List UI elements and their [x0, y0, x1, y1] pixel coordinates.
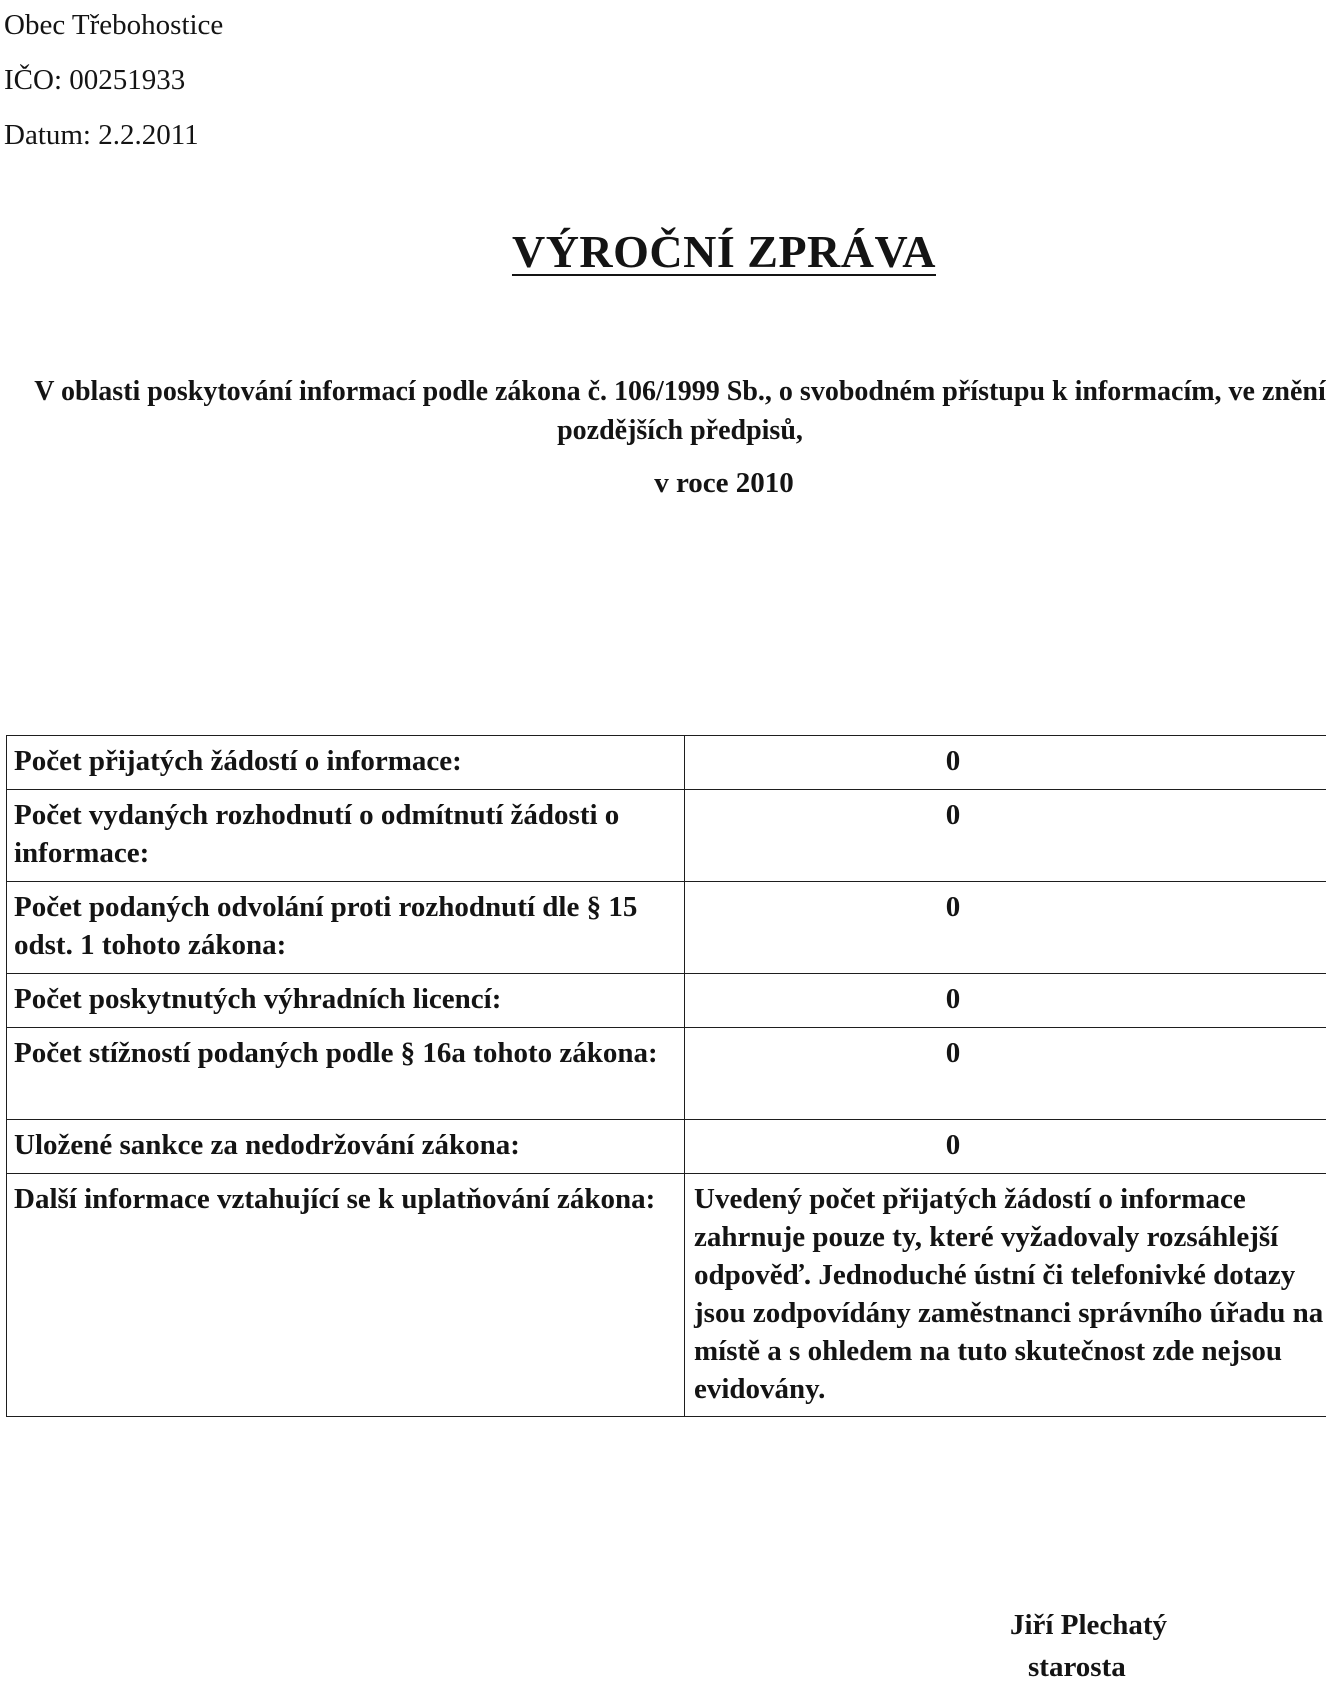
row-label: Počet vydaných rozhodnutí o odmítnutí žádosti o informace: — [7, 790, 685, 882]
report-year: v roce 2010 — [0, 466, 1326, 500]
row-value: 0 — [685, 790, 1326, 882]
municipality-name: Obec Třebohostice — [4, 8, 223, 42]
table-row — [7, 1174, 1326, 1417]
table-row — [7, 1028, 1326, 1120]
document-title: VÝROČNÍ ZPRÁVA — [512, 226, 936, 277]
row-label: Počet podaných odvolání proti rozhodnutí dle § 15 odst. 1 tohoto zákona: — [7, 882, 685, 974]
row-value: 0 — [685, 736, 1326, 790]
row-value: 0 — [685, 1120, 1326, 1174]
row-label: Počet poskytnutých výhradních licencí: — [7, 974, 685, 1028]
ico-line: IČO: 00251933 — [4, 63, 185, 97]
row-value-text: Uvedený počet přijatých žádostí o informace zahrnuje pouze ty, které vyžadovaly rozsáhlejší odpověď. Jednoduché ústní či telefonivké dotazy jsou zodpovídány zaměstnanci správního úřadu na místě a s ohledem na tuto skutečnost zde nejsou evidovány. — [685, 1174, 1326, 1417]
row-label: Počet stížností podaných podle § 16a tohoto zákona: — [7, 1028, 685, 1120]
document-subtitle: V oblasti poskytování informací podle zákona č. 106/1999 Sb., o svobodném přístupu k informacím, ve znění pozdějších předpisů, — [30, 372, 1326, 450]
table-row — [7, 882, 1326, 974]
row-label: Uložené sankce za nedodržování zákona: — [7, 1120, 685, 1174]
row-value: 0 — [685, 882, 1326, 974]
table-row — [7, 974, 1326, 1028]
signatory-role: starosta — [1028, 1650, 1126, 1684]
document-title-wrapper — [0, 226, 1326, 278]
date-line: Datum: 2.2.2011 — [4, 118, 199, 152]
table-row — [7, 736, 1326, 790]
table-row — [7, 1120, 1326, 1174]
row-value: 0 — [685, 1028, 1326, 1120]
table-row — [7, 790, 1326, 882]
row-value: 0 — [685, 974, 1326, 1028]
row-label: Počet přijatých žádostí o informace: — [7, 736, 685, 790]
report-table — [6, 735, 1326, 1417]
signatory-name: Jiří Plechatý — [1010, 1608, 1167, 1642]
row-label: Další informace vztahující se k uplatňování zákona: — [7, 1174, 685, 1417]
